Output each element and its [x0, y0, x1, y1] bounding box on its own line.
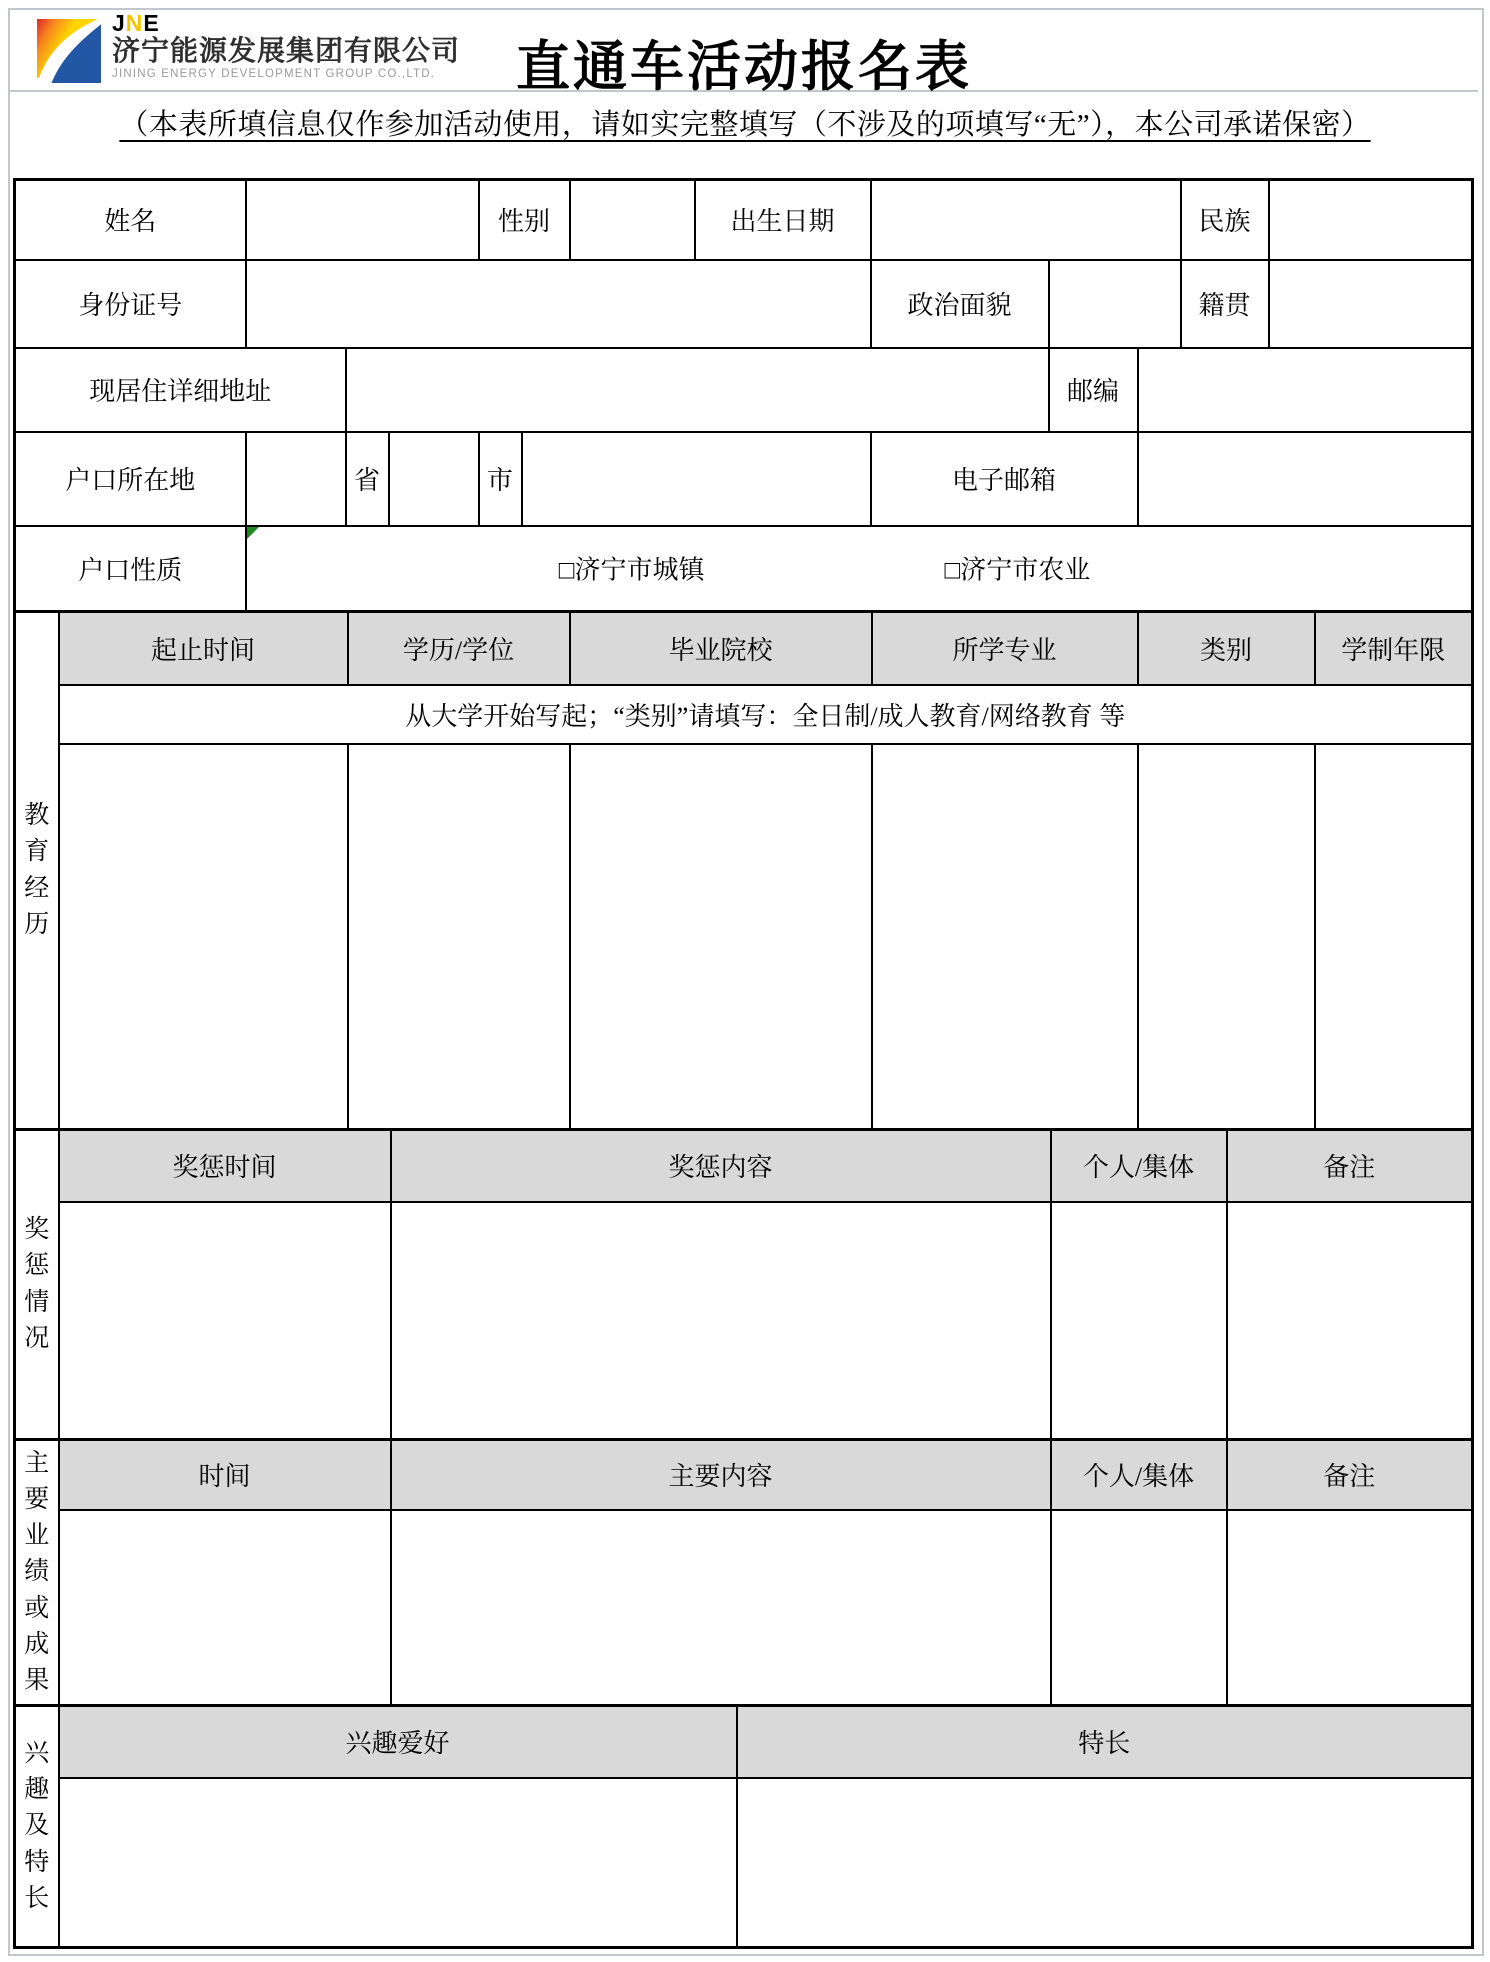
- hukou-rest-field[interactable]: [522, 432, 871, 526]
- edu-col-category: 类别: [1138, 612, 1315, 685]
- education-note: 从大学开始写起；“类别”请填写：全日制/成人教育/网络教育 等: [59, 685, 1473, 744]
- achv-scope-field[interactable]: [1051, 1510, 1227, 1706]
- gender-label: 性别: [479, 180, 570, 260]
- reward-time-field[interactable]: [59, 1202, 391, 1440]
- postal-code-field[interactable]: [1138, 348, 1473, 432]
- form-title: 直通车活动报名表: [516, 37, 972, 97]
- logo-letter-e: E: [143, 10, 160, 36]
- header-band: [10, 10, 1478, 97]
- gender-field[interactable]: [570, 180, 695, 260]
- achv-col-scope: 个人/集体: [1051, 1440, 1227, 1510]
- edu-school-field[interactable]: [570, 744, 872, 1130]
- edu-duration-field[interactable]: [1315, 744, 1473, 1130]
- province-label: 省: [346, 432, 389, 526]
- city-label: 市: [479, 432, 522, 526]
- achv-remark-field[interactable]: [1227, 1510, 1473, 1706]
- education-section-label: 教育经历: [15, 612, 59, 1130]
- reward-content-field[interactable]: [391, 1202, 1051, 1440]
- achv-content-field[interactable]: [391, 1510, 1051, 1706]
- edu-category-field[interactable]: [1138, 744, 1315, 1130]
- hobby-field[interactable]: [59, 1778, 737, 1948]
- id-number-label: 身份证号: [15, 260, 246, 348]
- interest-col-specialty: 特长: [737, 1706, 1473, 1778]
- checkbox-jining-rural[interactable]: □济宁市农业: [944, 555, 1091, 585]
- email-field[interactable]: [1138, 432, 1473, 526]
- education-section-table: [13, 610, 1474, 1131]
- specialty-field[interactable]: [737, 1778, 1473, 1948]
- rewards-section-label: 奖惩情况: [15, 1130, 59, 1440]
- rewards-section-table: [13, 1128, 1474, 1441]
- native-place-field[interactable]: [1269, 260, 1473, 348]
- edu-degree-field[interactable]: [348, 744, 570, 1130]
- edu-col-school: 毕业院校: [570, 612, 872, 685]
- native-place-label: 籍贯: [1181, 260, 1269, 348]
- personal-info-table: [13, 178, 1474, 613]
- achv-col-content: 主要内容: [391, 1440, 1051, 1510]
- achv-time-field[interactable]: [59, 1510, 391, 1706]
- edu-col-period: 起止时间: [59, 612, 348, 685]
- political-status-label: 政治面貌: [871, 260, 1049, 348]
- ethnicity-label: 民族: [1181, 180, 1269, 260]
- edu-col-duration: 学制年限: [1315, 612, 1473, 685]
- checkbox-jining-urban[interactable]: □济宁市城镇: [558, 555, 705, 585]
- interests-section-label: 兴趣及特长: [15, 1706, 59, 1948]
- email-label: 电子邮箱: [871, 432, 1138, 526]
- interests-section-table: [13, 1704, 1474, 1949]
- name-field[interactable]: [246, 180, 479, 260]
- hukou-province-field[interactable]: [246, 432, 346, 526]
- interest-col-hobby: 兴趣爱好: [59, 1706, 737, 1778]
- postal-code-label: 邮编: [1049, 348, 1138, 432]
- reward-col-remark: 备注: [1227, 1130, 1473, 1202]
- hukou-type-label: 户口性质: [15, 526, 246, 612]
- edu-period-field[interactable]: [59, 744, 348, 1130]
- reward-col-content: 奖惩内容: [391, 1130, 1051, 1202]
- hukou-type-field: [246, 526, 1473, 612]
- reward-scope-field[interactable]: [1051, 1202, 1227, 1440]
- ethnicity-field[interactable]: [1269, 180, 1473, 260]
- reward-col-time: 奖惩时间: [59, 1130, 391, 1202]
- edu-major-field[interactable]: [872, 744, 1138, 1130]
- logo-acronym: [112, 12, 460, 35]
- achievements-section-table: [13, 1438, 1474, 1707]
- edu-col-major: 所学专业: [872, 612, 1138, 685]
- hukou-city-field[interactable]: [389, 432, 479, 526]
- company-name-en: JINING ENERGY DEVELOPMENT GROUP CO.,LTD.: [112, 68, 436, 81]
- company-name-cn: 济宁能源发展集团有限公司: [112, 35, 461, 66]
- political-status-field[interactable]: [1049, 260, 1181, 348]
- address-field[interactable]: [346, 348, 1049, 432]
- birth-date-field[interactable]: [871, 180, 1181, 260]
- id-number-field[interactable]: [246, 260, 871, 348]
- excel-error-flag-icon: [247, 527, 259, 539]
- achievements-section-label: 主要业绩或成果: [15, 1440, 59, 1706]
- achv-col-time: 时间: [59, 1440, 391, 1510]
- achv-col-remark: 备注: [1227, 1440, 1473, 1510]
- reward-remark-field[interactable]: [1227, 1202, 1473, 1440]
- address-label: 现居住详细地址: [15, 348, 346, 432]
- edu-col-degree: 学历/学位: [348, 612, 570, 685]
- notice-line: （本表所填信息仅作参加活动使用，请如实完整填写（不涉及的项填写“无”），本公司承诺保密）: [119, 109, 1371, 141]
- hukou-location-label: 户口所在地: [15, 432, 246, 526]
- company-logo-icon: [36, 18, 102, 84]
- logo-letter-j: J: [112, 10, 126, 36]
- logo-letter-n: N: [125, 10, 144, 36]
- birth-date-label: 出生日期: [695, 180, 871, 260]
- name-label: 姓名: [15, 180, 246, 260]
- reward-col-scope: 个人/集体: [1051, 1130, 1227, 1202]
